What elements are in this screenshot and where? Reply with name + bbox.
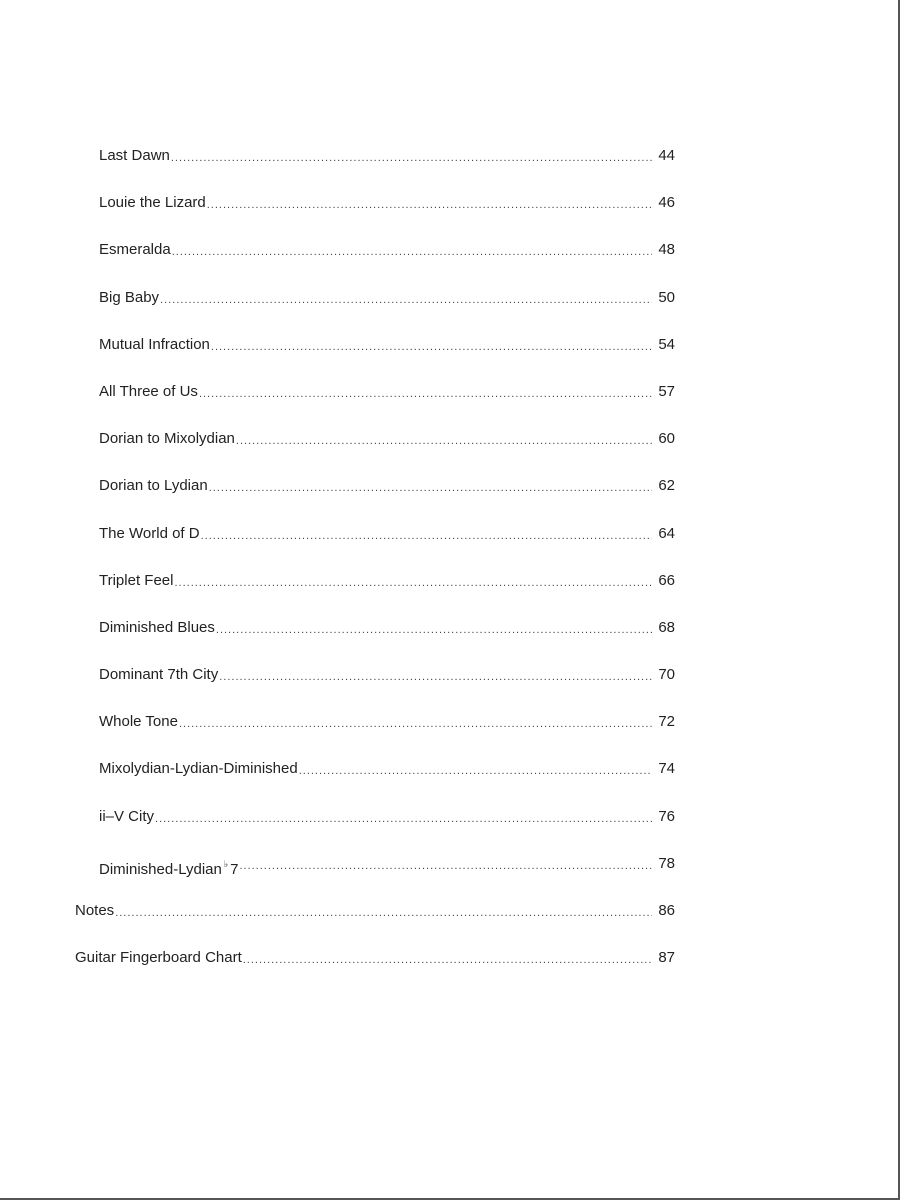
dot-leader <box>207 190 652 216</box>
toc-entry-title: Dominant 7th City <box>99 662 218 688</box>
dot-leader <box>172 237 652 263</box>
toc-entry-page-number: 78 <box>658 854 675 872</box>
toc-entry-page-number: 74 <box>658 760 675 778</box>
toc-entry-title: ii–V City <box>99 804 154 830</box>
dot-leader <box>299 756 652 782</box>
toc-entry-title: Last Dawn <box>99 143 170 169</box>
toc-entry-louie-the-lizard[interactable] <box>0 190 900 237</box>
toc-entry-page-number: 46 <box>658 194 675 212</box>
toc-entry-title: Whole Tone <box>99 709 178 735</box>
toc-entry-dorian-to-mixolydian[interactable] <box>0 426 900 473</box>
toc-entry-all-three-of-us[interactable] <box>0 379 900 426</box>
toc-entry-title: Dorian to Mixolydian <box>99 426 235 452</box>
toc-entry-title: Triplet Feel <box>99 568 173 594</box>
toc-entry-mixolydian-lydian-diminished[interactable] <box>0 756 900 803</box>
dot-leader <box>174 568 652 594</box>
toc-entry-page-number: 66 <box>658 571 675 589</box>
toc-entry-title: All Three of Us <box>99 379 198 405</box>
toc-entry-page-number: 87 <box>658 949 675 967</box>
toc-entry-page-number: 57 <box>658 382 675 400</box>
table-of-contents <box>0 143 900 992</box>
toc-entry-the-world-of-d[interactable] <box>0 521 900 568</box>
dot-leader <box>236 426 652 452</box>
toc-entry-page-number: 60 <box>658 430 675 448</box>
toc-entry-page-number: 50 <box>658 288 675 306</box>
toc-entry-triplet-feel[interactable] <box>0 568 900 615</box>
toc-entry-title: The World of D <box>99 521 200 547</box>
dot-leader <box>199 379 652 405</box>
dot-leader <box>209 473 652 499</box>
toc-entry-page-number: 48 <box>658 241 675 259</box>
toc-entry-dominant-7th-city[interactable] <box>0 662 900 709</box>
toc-entry-guitar-fingerboard-chart[interactable] <box>0 945 900 992</box>
toc-entry-title: Diminished Blues <box>99 615 215 641</box>
toc-entry-title: Dorian to Lydian <box>99 473 208 499</box>
dot-leader <box>243 945 652 971</box>
toc-entry-page-number: 64 <box>658 524 675 542</box>
toc-entry-big-baby[interactable] <box>0 285 900 332</box>
dot-leader <box>239 851 652 877</box>
toc-entry-whole-tone[interactable] <box>0 709 900 756</box>
toc-entry-page-number: 44 <box>658 147 675 164</box>
toc-entry-last-dawn[interactable] <box>0 143 900 190</box>
toc-entry-title: Mixolydian-Lydian-Diminished <box>99 756 298 782</box>
dot-leader <box>155 804 652 830</box>
toc-entry-mutual-infraction[interactable] <box>0 332 900 379</box>
toc-entry-notes[interactable] <box>0 898 900 945</box>
toc-entry-title: Louie the Lizard <box>99 190 206 216</box>
toc-entry-title: Mutual Infraction <box>99 332 210 358</box>
dot-leader <box>216 615 652 641</box>
toc-entry-dorian-to-lydian[interactable] <box>0 473 900 520</box>
toc-entry-title: Esmeralda <box>99 237 171 263</box>
toc-entry-esmeralda[interactable] <box>0 237 900 284</box>
dot-leader <box>115 898 652 924</box>
dot-leader <box>211 332 652 358</box>
dot-leader <box>219 662 652 688</box>
dot-leader <box>160 285 652 311</box>
toc-entry-title: Notes <box>75 898 114 924</box>
toc-entry-page-number: 54 <box>658 335 675 353</box>
toc-entry-page-number: 72 <box>658 713 675 731</box>
toc-entry-title <box>99 851 238 883</box>
toc-entry-page-number: 70 <box>658 666 675 684</box>
toc-entry-page-number: 86 <box>658 902 675 919</box>
toc-entry-page-number: 62 <box>658 477 675 495</box>
toc-entry-title-main: Diminished-Lydian <box>99 860 222 878</box>
toc-entry-ii-v-city[interactable] <box>0 804 900 851</box>
toc-entry-title-tail: 7 <box>230 860 239 878</box>
dot-leader <box>201 521 652 547</box>
toc-entry-page-number: 68 <box>658 618 675 636</box>
toc-entry-diminished-lydian-b7[interactable] <box>0 851 900 898</box>
toc-entry-title: Guitar Fingerboard Chart <box>75 945 242 971</box>
toc-entry-page-number: 76 <box>658 807 675 825</box>
toc-entry-diminished-blues[interactable] <box>0 615 900 662</box>
toc-entry-title: Big Baby <box>99 285 159 311</box>
dot-leader <box>179 709 652 735</box>
dot-leader <box>171 143 652 169</box>
flat-symbol: ♭ <box>223 858 229 869</box>
